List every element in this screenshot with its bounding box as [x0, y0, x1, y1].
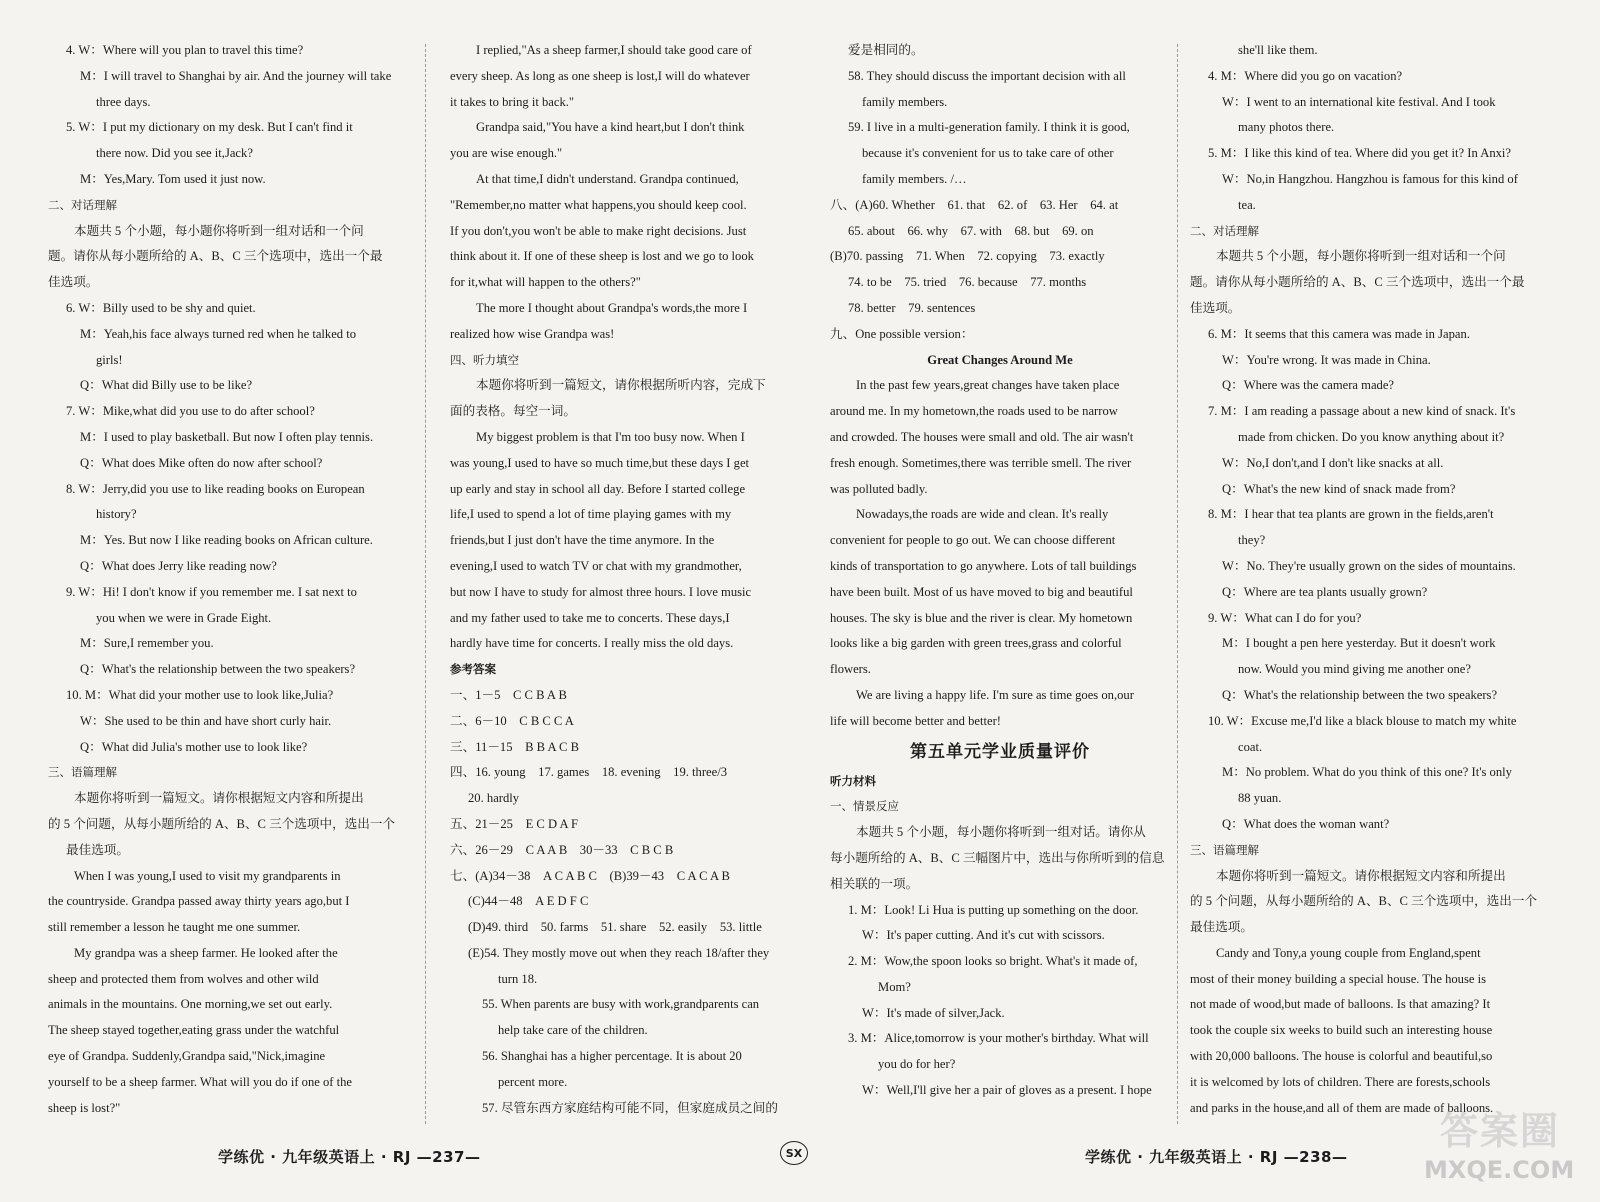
listening-material — [830, 769, 1170, 1104]
text-line: 八、(A)60. Whether 61. that 62. of 63. Her 64. at — [830, 197, 1119, 212]
text-line: We are living a happy life. I'm sure as time goes on,our — [856, 687, 1134, 702]
text-line: 10. W：Excuse me,I'd like a black blouse to match my white — [1208, 713, 1517, 728]
text-line: 最佳选项。 — [1190, 920, 1253, 935]
text-line: M：I used to play basketball. But now I often play tennis. — [80, 429, 374, 444]
text-line: In the past few years,great changes have taken place — [856, 378, 1120, 393]
text-line: 二、6－10 C B C C A — [450, 713, 574, 728]
column-3 — [830, 38, 1170, 1128]
text-line: Q：What's the new kind of snack made from? — [1222, 481, 1456, 496]
text-line: turn 18. — [498, 971, 538, 986]
text-line: many photos there. — [1238, 120, 1335, 135]
text-line: At that time,I didn't understand. Grandpa continued, — [476, 171, 739, 186]
text-line: 本题共 5 个小题，每小题你将听到一组对话。请你从 — [856, 825, 1146, 840]
watermark-url: MXQE.COM — [1424, 1156, 1575, 1184]
text-line: 6. W：Billy used to be shy and quiet. — [66, 300, 256, 315]
text-line: it is welcomed by lots of children. There are forests,schools — [1190, 1074, 1491, 1089]
text-line: M：No problem. What do you think of this one? It's only — [1222, 765, 1512, 780]
text-line: 九、One possible version： — [830, 326, 974, 341]
text-line: sheep is lost?" — [48, 1100, 121, 1115]
text-line: fresh enough. Sometimes,there was terrible smell. The river — [830, 455, 1132, 470]
text-line: 55. When parents are busy with work,grandparents can — [482, 997, 760, 1012]
text-line: Candy and Tony,a young couple from England,spent — [1216, 945, 1481, 960]
text-line: have been built. Most of us have moved to big and beautiful — [830, 584, 1133, 599]
text-line: 本题共 5 个小题，每小题你将听到一组对话和一个问 — [74, 223, 364, 238]
text-line: most of their money building a special house. The house is — [1190, 971, 1487, 986]
text-line: flowers. — [830, 662, 871, 677]
text-line: you do for her? — [878, 1057, 956, 1072]
text-line: W：She used to be thin and have short curly hair. — [80, 713, 332, 728]
text-line: (C)44－48 A E D F C — [468, 894, 589, 909]
text-line: 1. M：Look! Li Hua is putting up something on the door. — [848, 902, 1139, 917]
text-line: up early and stay in school all day. Before I started college — [450, 481, 746, 496]
text-line: (B)70. passing 71. When 72. copying 73. exactly — [830, 249, 1105, 264]
text-line: 每小题所给的 A、B、C 三幅图片中，选出与你所听到的信息 — [830, 850, 1165, 865]
text-line: 六、26－29 C A A B 30－33 C B C B — [450, 842, 674, 857]
unit-title: 第五单元学业质量评价 — [910, 741, 1090, 762]
text-line: 本题共 5 个小题，每小题你将听到一组对话和一个问 — [1216, 249, 1506, 264]
text-line: 的 5 个问题，从每小题所给的 A、B、C 三个选项中，选出一个 — [1190, 894, 1538, 909]
text-line: If you don't,you won't be able to make right decisions. Just — [450, 223, 747, 238]
text-line: W：No,I don't,and I don't like snacks at all. — [1222, 455, 1444, 470]
text-line: 5. W：I put my dictionary on my desk. But I can't find it — [66, 120, 353, 135]
text-line: 参考答案 — [450, 662, 496, 677]
text-line: My grandpa was a sheep farmer. He looked after the — [74, 945, 338, 960]
text-line: girls! — [96, 352, 123, 367]
text-line: tea. — [1238, 197, 1256, 212]
text-line: 58. They should discuss the important decision with all — [848, 68, 1126, 83]
text-line: 10. M：What did your mother use to look like,Julia? — [66, 687, 334, 702]
text-line: 佳选项。 — [1190, 300, 1241, 315]
text-line: every sheep. As long as one sheep is lost,I will do whatever — [450, 68, 750, 83]
text-line: Great Changes Around Me — [927, 352, 1073, 367]
text-line: for it,what will happen to the others?" — [450, 275, 641, 290]
text-line: the countryside. Grandpa passed away thirty years ago,but I — [48, 894, 350, 909]
column-4 — [1190, 38, 1550, 1128]
text-line: 最佳选项。 — [66, 842, 129, 857]
text-line: 59. I live in a multi-generation family. I think it is good, — [848, 120, 1130, 135]
text-line: 题。请你从每小题所给的 A、B、C 三个选项中，选出一个最 — [1190, 275, 1525, 290]
text-line: looks like a big garden with green trees,grass and colorful — [830, 636, 1122, 651]
text-line: now. Would you mind giving me another one? — [1238, 662, 1471, 677]
text-line: but now I have to study for almost three hours. I love music — [450, 584, 752, 599]
text-line: 本题你将听到一篇短文，请你根据所听内容，完成下 — [476, 378, 766, 393]
text-line: Mom? — [878, 979, 911, 994]
text-line: M：I will travel to Shanghai by air. And the journey will take — [80, 68, 392, 83]
text-line: convenient for people to go out. We can choose different — [830, 533, 1116, 548]
text-line: 相关联的一项。 — [830, 876, 919, 891]
text-line: W：No,in Hangzhou. Hangzhou is famous for this kind of — [1222, 171, 1518, 186]
text-line: 二、对话理解 — [1190, 223, 1259, 238]
watermark-text: 答案圈 — [1440, 1109, 1561, 1153]
text-line: realized how wise Grandpa was! — [450, 326, 615, 341]
text-line: I replied,"As a sheep farmer,I should take good care of — [476, 43, 752, 57]
text-line: there now. Did you see it,Jack? — [96, 146, 253, 161]
text-line: you when we were in Grade Eight. — [96, 610, 272, 625]
text-line: W：It's made of silver,Jack. — [862, 1005, 1005, 1020]
text-line: houses. The sky is blue and the river is clear. My hometown — [830, 610, 1133, 625]
text-line: 74. to be 75. tried 76. because 77. months — [848, 275, 1087, 290]
text-line: Nowadays,the roads are wide and clean. It's really — [856, 507, 1109, 522]
text-line: Q：Where was the camera made? — [1222, 378, 1395, 393]
text-line: 一、情景反应 — [830, 799, 899, 814]
text-line: still remember a lesson he taught me one summer. — [48, 920, 301, 935]
text-line: 4. W：Where will you plan to travel this time? — [66, 43, 304, 57]
text-line: friends,but I just don't have the time anymore. In the — [450, 533, 715, 548]
text-line: Q：What does the woman want? — [1222, 816, 1390, 831]
text-line: 9. W：Hi! I don't know if you remember me. I sat next to — [66, 584, 357, 599]
text-line: you are wise enough." — [450, 146, 563, 161]
text-line: "Remember,no matter what happens,you should keep cool. — [450, 197, 747, 212]
text-line: 8. W：Jerry,did you use to like reading books on European — [66, 481, 365, 496]
text-line: W：Well,I'll give her a pair of gloves as a present. I hope — [862, 1083, 1152, 1098]
text-line: was young,I used to have so much time,but these days I get — [450, 455, 750, 470]
text-line: she'll like them. — [1238, 43, 1318, 57]
text-line: (D)49. third 50. farms 51. share 52. easily 53. little — [468, 920, 762, 935]
text-line: family members. — [862, 94, 948, 109]
text-line: W：You're wrong. It was made in China. — [1222, 352, 1431, 367]
text-line: hardly have time for concerts. I really miss the old days. — [450, 636, 734, 651]
column-2 — [450, 38, 788, 1128]
text-line: 7. M：I am reading a passage about a new kind of snack. It's — [1208, 404, 1516, 419]
text-line: animals in the mountains. One morning,we set out early. — [48, 997, 333, 1012]
text-line: evening,I used to watch TV or chat with my grandmother, — [450, 558, 742, 573]
text-line: Q：What did Billy use to be like? — [80, 378, 253, 393]
publisher-logo: SX — [780, 1141, 808, 1165]
text-line: 爱是相同的。 — [848, 43, 924, 57]
text-line: three days. — [96, 94, 151, 109]
text-line: percent more. — [498, 1074, 568, 1089]
text-line: life will become better and better! — [830, 713, 1001, 728]
text-line: 面的表格。每空一词。 — [450, 404, 576, 419]
text-line: 56. Shanghai has a higher percentage. It is about 20 — [482, 1049, 742, 1064]
text-line: (E)54. They mostly move out when they reach 18/after they — [468, 945, 770, 960]
text-line: The sheep stayed together,eating grass under the watchful — [48, 1023, 340, 1038]
text-line: Q：What's the relationship between the two speakers? — [80, 662, 356, 677]
column-divider — [1177, 44, 1178, 1124]
text-line: and parks in the house,and all of them are made of balloons. — [1190, 1100, 1494, 1115]
text-line: 四、16. young 17. games 18. evening 19. three/3 — [450, 765, 728, 780]
text-line: took the couple six weeks to build such an interesting house — [1190, 1023, 1493, 1038]
text-line: 88 yuan. — [1238, 791, 1282, 806]
text-line: M：Sure,I remember you. — [80, 636, 214, 651]
text-line: 5. M：I like this kind of tea. Where did you get it? In Anxi? — [1208, 146, 1512, 161]
text-line: 四、听力填空 — [450, 352, 519, 367]
text-line: W：No. They're usually grown on the sides of mountains. — [1222, 558, 1516, 573]
watermark-logo — [1400, 1100, 1590, 1196]
text-line: When I was young,I used to visit my grandparents in — [74, 868, 341, 883]
text-line: made from chicken. Do you know anything about it? — [1238, 429, 1505, 444]
text-line: 二、对话理解 — [48, 197, 117, 212]
page-footer-right: 学练优 · 九年级英语上 · RJ —238— — [1085, 1148, 1348, 1166]
text-line: Q：What's the relationship between the two speakers? — [1222, 687, 1498, 702]
text-line: family members. /… — [862, 171, 967, 186]
text-line: My biggest problem is that I'm too busy now. When I — [476, 429, 745, 444]
column-1 — [48, 38, 416, 1128]
text-line: 五、21－25 E C D A F — [450, 816, 579, 831]
text-line: 七、(A)34－38 A C A B C (B)39－43 C A C A B — [450, 868, 730, 883]
text-line: 8. M：I hear that tea plants are grown in the fields,aren't — [1208, 507, 1494, 522]
text-line: 3. M：Alice,tomorrow is your mother's birthday. What will — [848, 1031, 1149, 1046]
text-line: Grandpa said,"You have a kind heart,but I don't think — [476, 120, 745, 135]
text-line: because it's convenient for us to take care of other — [862, 146, 1114, 161]
text-line: history? — [96, 507, 137, 522]
text-line: 4. M：Where did you go on vacation? — [1208, 68, 1403, 83]
text-line: 78. better 79. sentences — [848, 300, 976, 315]
text-line: 听力材料 — [830, 773, 876, 788]
text-line: Q：Where are tea plants usually grown? — [1222, 584, 1428, 599]
text-line: with 20,000 balloons. The house is colorful and beautiful,so — [1190, 1049, 1493, 1064]
text-line: 三、语篇理解 — [1190, 842, 1259, 857]
text-line: not made of wood,but made of balloons. Is that amazing? It — [1190, 997, 1491, 1012]
text-line: and crowded. The houses were small and old. The air wasn't — [830, 429, 1134, 444]
text-line: and my father used to take me to concerts. These days,I — [450, 610, 730, 625]
text-line: M：Yeah,his face always turned red when he talked to — [80, 326, 357, 341]
text-line: Q：What does Mike often do now after school? — [80, 455, 323, 470]
text-line: 65. about 66. why 67. with 68. but 69. on — [848, 223, 1094, 238]
text-line: 本题你将听到一篇短文。请你根据短文内容和所提出 — [74, 791, 364, 806]
text-line: it takes to bring it back." — [450, 94, 575, 109]
text-line: 一、1－5 C C B A B — [450, 687, 567, 702]
text-line: yourself to be a sheep farmer. What will you do if one of the — [48, 1074, 353, 1089]
text-line: W：I went to an international kite festival. And I took — [1222, 94, 1496, 109]
text-line: 7. W：Mike,what did you use to do after school? — [66, 404, 315, 419]
text-line: they? — [1238, 533, 1266, 548]
text-line: life,I used to spend a lot of time playing games with my — [450, 507, 732, 522]
text-line: 2. M：Wow,the spoon looks so bright. What's it made of, — [848, 954, 1138, 969]
text-line: think about it. If one of these sheep is lost and we go to look — [450, 249, 754, 264]
text-line: 佳选项。 — [48, 275, 99, 290]
text-line: M：I bought a pen here yesterday. But it doesn't work — [1222, 636, 1496, 651]
column-divider — [425, 44, 426, 1124]
text-line: 6. M：It seems that this camera was made in Japan. — [1208, 326, 1470, 341]
text-line: 20. hardly — [468, 791, 520, 806]
text-line: Q：What did Julia's mother use to look like? — [80, 739, 308, 754]
text-line: 57. 尽管东西方家庭结构可能不同，但家庭成员之间的 — [482, 1100, 778, 1115]
text-line: 题。请你从每小题所给的 A、B、C 三个选项中，选出一个最 — [48, 249, 383, 264]
text-line: around me. In my hometown,the roads used to be narrow — [830, 404, 1118, 419]
text-line: W：It's paper cutting. And it's cut with scissors. — [862, 928, 1105, 943]
text-line: eye of Grandpa. Suddenly,Grandpa said,"Nick,imagine — [48, 1049, 326, 1064]
text-line: M：Yes. But now I like reading books on African culture. — [80, 533, 373, 548]
text-line: The more I thought about Grandpa's words,the more I — [476, 300, 748, 315]
answer-key-continued — [830, 38, 1170, 735]
text-line: Q：What does Jerry like reading now? — [80, 558, 277, 573]
text-line: 的 5 个问题，从每小题所给的 A、B、C 三个选项中，选出一个 — [48, 816, 396, 831]
text-line: 9. W：What can I do for you? — [1208, 610, 1362, 625]
page-footer-left: 学练优 · 九年级英语上 · RJ —237— — [218, 1148, 481, 1166]
text-line: was polluted badly. — [830, 481, 928, 496]
text-line: kinds of transportation to go anywhere. Lots of tall buildings — [830, 558, 1137, 573]
text-line: 三、11－15 B B A C B — [450, 739, 579, 754]
text-line: sheep and protected them from wolves and other wild — [48, 971, 319, 986]
text-line: M：Yes,Mary. Tom used it just now. — [80, 171, 266, 186]
text-line: 本题你将听到一篇短文。请你根据短文内容和所提出 — [1216, 868, 1506, 883]
text-line: coat. — [1238, 739, 1263, 754]
text-line: help take care of the children. — [498, 1023, 648, 1038]
text-line: 三、语篇理解 — [48, 765, 117, 780]
